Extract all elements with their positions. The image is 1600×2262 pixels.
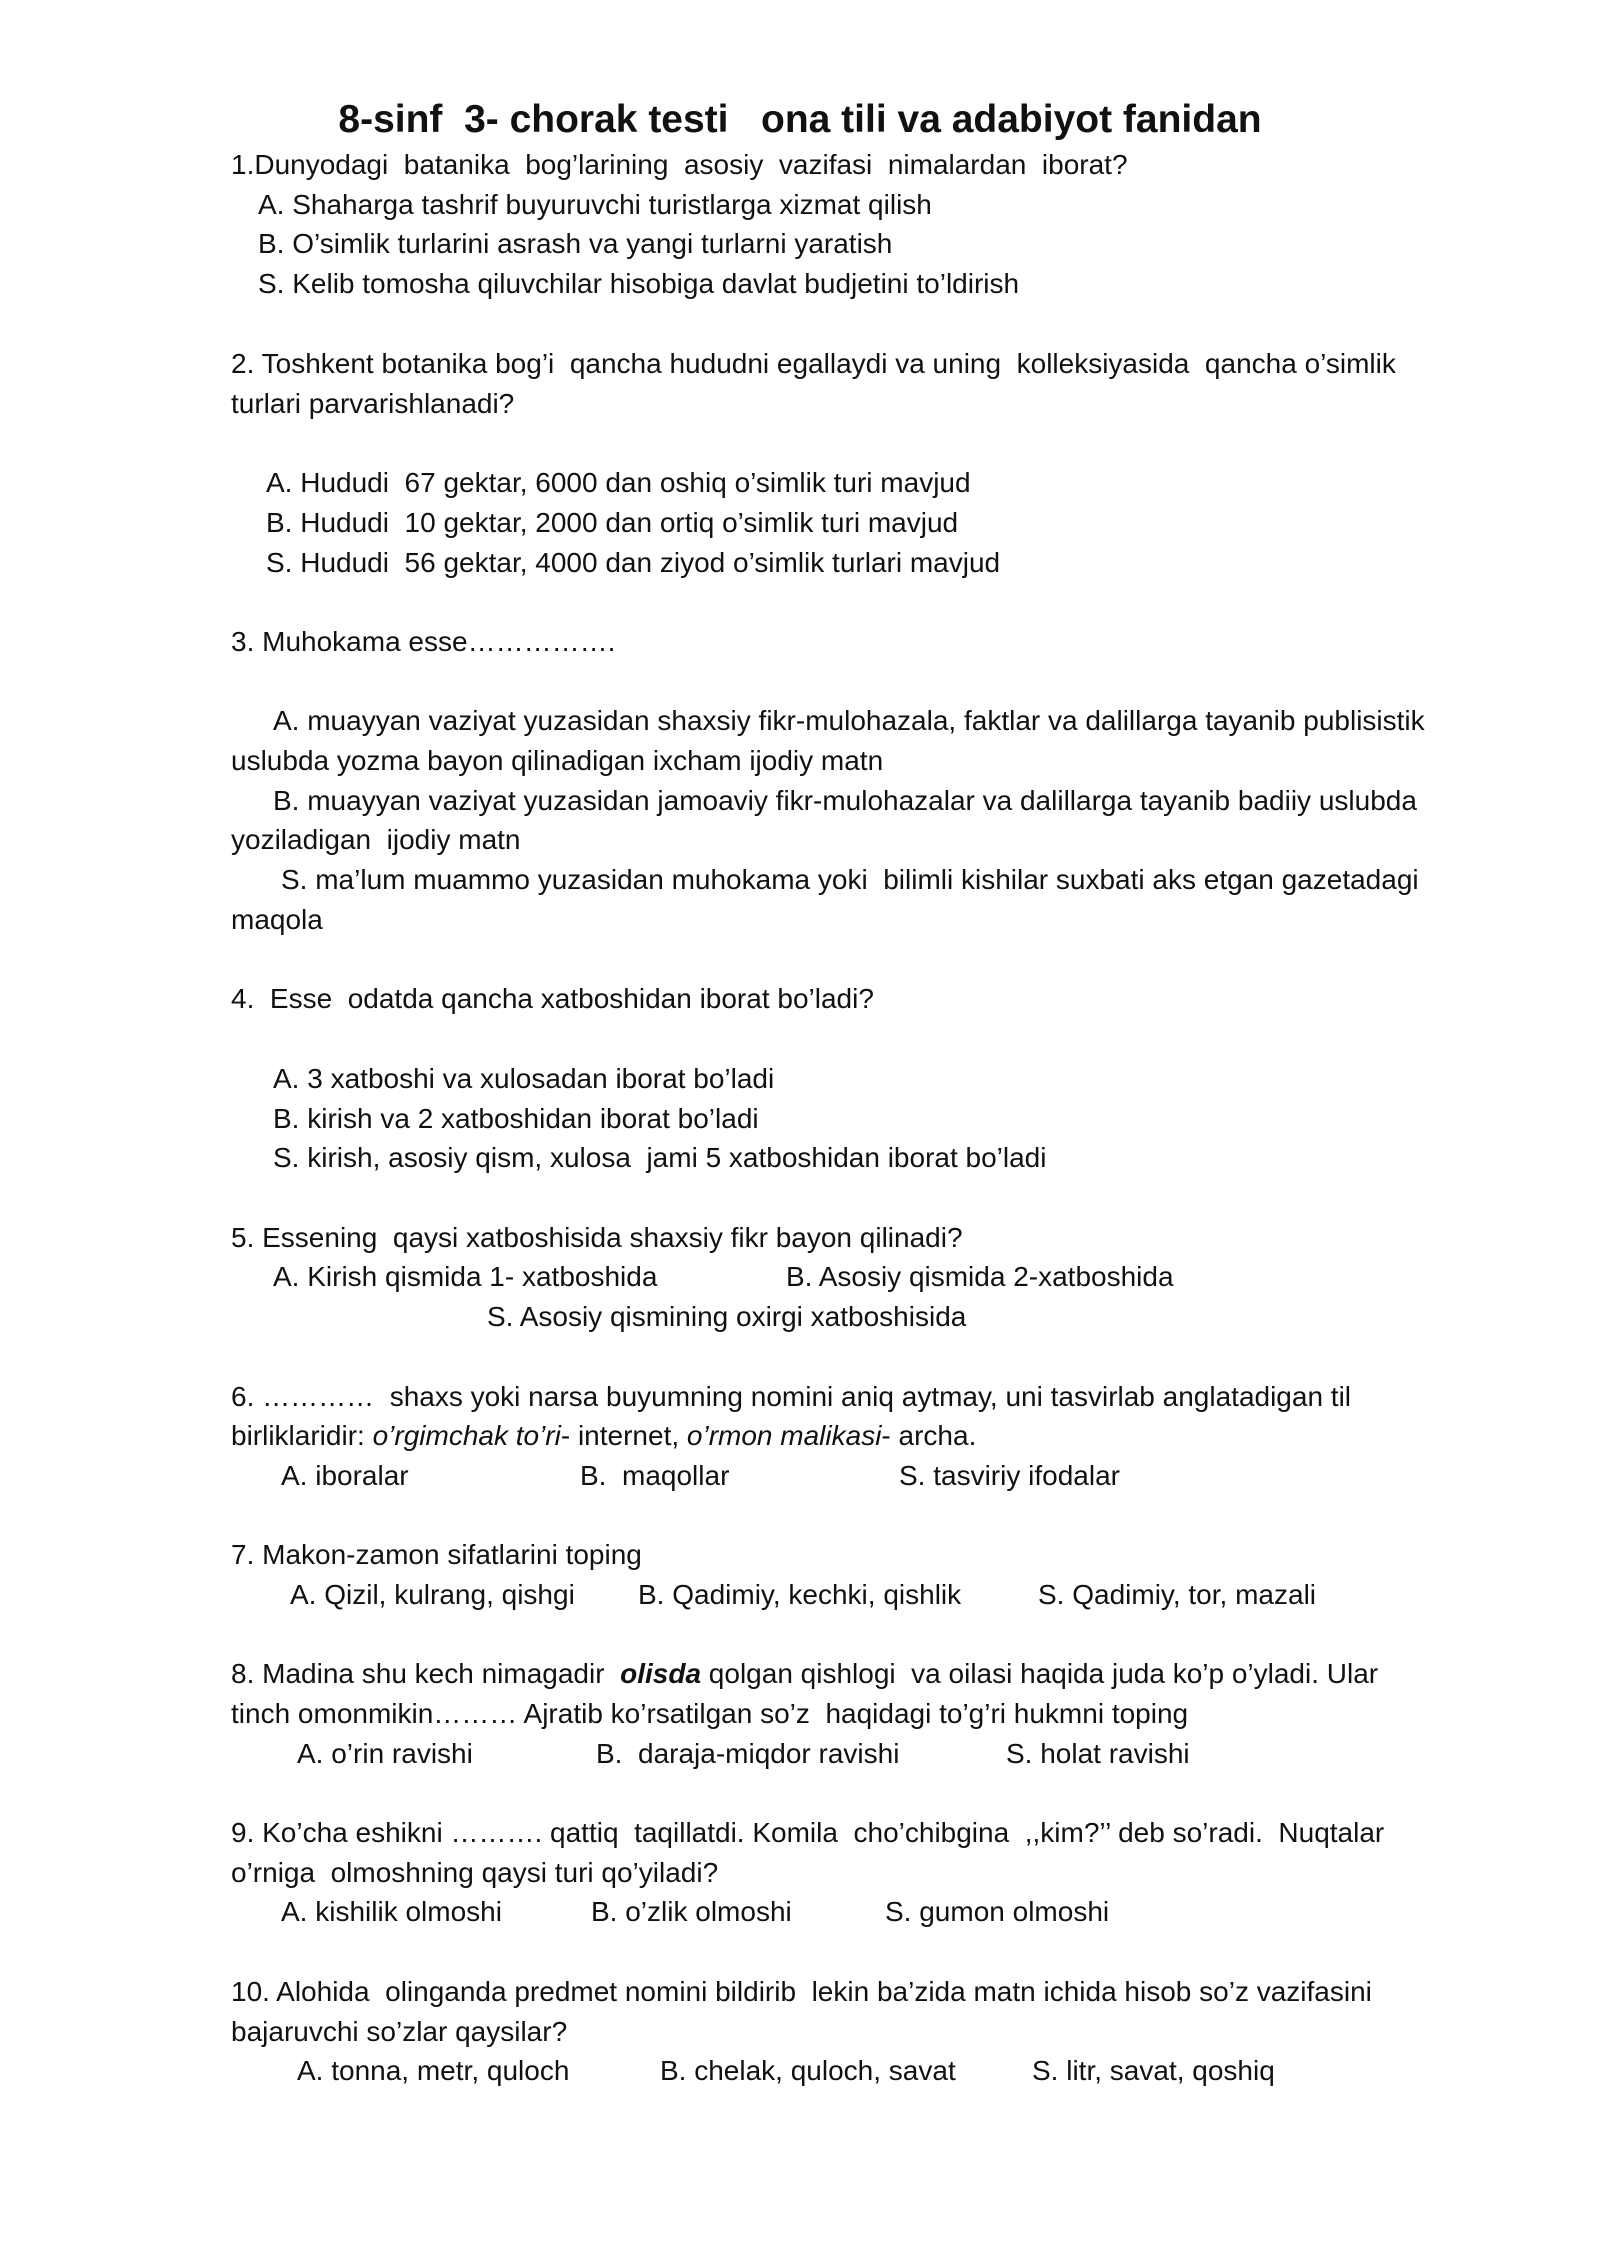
question-10-option-s: S. litr, savat, qoshiq [1032,2055,1275,2086]
question-6-example-2: o’rmon malikasi [686,1420,882,1451]
question-8-text-line-1 [231,1656,1378,1692]
question-3-option-b-line-1: B. muayyan vaziyat yuzasidan jamoaviy fikr-mulohazalar va dalillarga tayanib badiiy uslubda [273,785,1417,816]
question-7-text: 7. Makon-zamon sifatlarini toping [231,1539,642,1570]
question-8-line-1-end: qolgan qishlogi va oilasi haqida juda ko’p o’yladi. Ular [701,1658,1379,1689]
question-6-option-a: A. iboralar [281,1460,409,1491]
question-3-text: 3. Muhokama esse……………. [231,626,616,657]
question-10-text-line-1: 10. Alohida olinganda predmet nomini bildirib lekin ba’zida matn ichida hisob so’z vazifasini [231,1976,1372,2007]
question-6-text-line-1: 6. ………… shaxs yoki narsa buyumning nomini aniq aytmay, uni tasvirlab anglatadigan til [231,1381,1352,1412]
question-4-text: 4. Esse odatda qancha xatboshidan iborat bo’ladi? [231,983,874,1014]
question-4-option-s: S. kirish, asosiy qism, xulosa jami 5 xatboshidan iborat bo’ladi [273,1142,1047,1173]
question-6-option-b: B. maqollar [580,1460,730,1491]
question-9-option-b: B. o’zlik olmoshi [591,1896,792,1927]
question-3-option-b-line-2: yoziladigan ijodiy matn [231,824,521,855]
question-1-text: 1.Dunyodagi batanika bog’larining asosiy vazifasi nimalardan iborat? [231,149,1128,180]
question-8-option-s: S. holat ravishi [1006,1738,1190,1769]
question-4-option-a: A. 3 xatboshi va xulosadan iborat bo’ladi [273,1063,775,1094]
question-9-text-line-1: 9. Ko’cha eshikni ………. qattiq taqillatdi. Komila cho’chibgina ,,kim?’’ deb so’radi. Nuqtalar [231,1817,1385,1848]
question-3-option-s-line-2: maqola [231,904,323,935]
question-7-option-a: A. Qizil, kulrang, qishgi [290,1579,575,1610]
question-8-highlighted-word: olisda [620,1658,702,1689]
question-2-text-line-1: 2. Toshkent botanika bog’i qancha hududni egallaydi va uning kolleksiyasida qancha o’simlik [231,348,1396,379]
question-4-option-b: B. kirish va 2 xatboshidan iborat bo’ladi [273,1103,759,1134]
question-6-line-2-start: birliklaridir: [231,1420,373,1451]
question-2-option-a: A. Hududi 67 gektar, 6000 dan oshiq o’simlik turi mavjud [266,467,971,498]
question-6-text-line-2 [231,1418,976,1454]
question-10-option-b: B. chelak, quloch, savat [660,2055,956,2086]
question-5-option-a: A. Kirish qismida 1- xatboshida [273,1261,658,1292]
question-3-option-a-line-1: A. muayyan vaziyat yuzasidan shaxsiy fikr-mulohazala, faktlar va dalillarga tayanib publisistik [273,705,1425,736]
question-5-text: 5. Essening qaysi xatboshisida shaxsiy fikr bayon qilinadi? [231,1222,963,1253]
question-9-option-s: S. gumon olmoshi [885,1896,1110,1927]
question-3-option-a-line-2: uslubda yozma bayon qilinadigan ixcham ijodiy matn [231,745,884,776]
question-8-option-a: A. o’rin ravishi [297,1738,473,1769]
question-7-option-s: S. Qadimiy, tor, mazali [1038,1579,1317,1610]
question-5-option-s: S. Asosiy qismining oxirgi xatboshisida [487,1301,967,1332]
question-8-text-line-2: tinch omonmikin……… Ajratib ko’rsatilgan so’z haqidagi to’g’ri hukmni toping [231,1698,1189,1729]
question-6-line-2-mid: - internet, [560,1420,687,1451]
question-6-line-2-end: - archa. [881,1420,977,1451]
question-9-option-a: A. kishilik olmoshi [281,1896,502,1927]
question-8-line-1-start: 8. Madina shu kech nimagadir [231,1658,621,1689]
question-1-option-s: S. Kelib tomosha qiluvchilar hisobiga davlat budjetini to’ldirish [258,268,1020,299]
question-2-option-s: S. Hududi 56 gektar, 4000 dan ziyod o’simlik turlari mavjud [266,547,1001,578]
question-10-text-line-2: bajaruvchi so’zlar qaysilar? [231,2016,568,2047]
question-1-option-b: B. O’simlik turlarini asrash va yangi turlarni yaratish [258,228,893,259]
question-10-option-a: A. tonna, metr, quloch [297,2055,570,2086]
question-6-example-1: o’rgimchak to’ri [372,1420,561,1451]
question-2-option-b: B. Hududi 10 gektar, 2000 dan ortiq o’simlik turi mavjud [266,507,959,538]
question-8-option-b: B. daraja-miqdor ravishi [596,1738,900,1769]
question-9-text-line-2: o’rniga olmoshning qaysi turi qo’yiladi? [231,1857,719,1888]
question-2-text-line-2: turlari parvarishlanadi? [231,388,515,419]
page-title: 8-sinf 3- chorak testi ona tili va adabiyot fanidan [338,98,1262,141]
question-1-option-a: A. Shaharga tashrif buyuruvchi turistlarga xizmat qilish [258,189,932,220]
question-3-option-s-line-1: S. ma’lum muammo yuzasidan muhokama yoki bilimli kishilar suxbati aks etgan gazetadagi [281,864,1419,895]
question-6-option-s: S. tasviriy ifodalar [899,1460,1120,1491]
question-5-option-b: B. Asosiy qismida 2-xatboshida [786,1261,1174,1292]
question-7-option-b: B. Qadimiy, kechki, qishlik [638,1579,962,1610]
